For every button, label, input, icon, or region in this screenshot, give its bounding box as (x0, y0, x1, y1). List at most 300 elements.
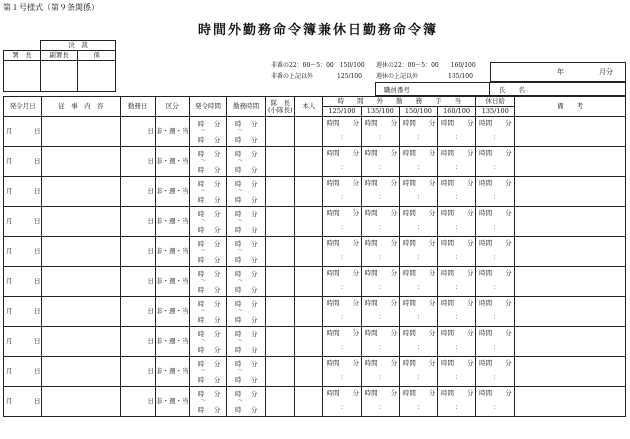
allowance-time-label: 時間 分 (402, 389, 436, 397)
order-date-cell[interactable] (4, 327, 42, 357)
hour-label: 時 (197, 196, 205, 204)
hour-label: 時 (235, 300, 242, 308)
holiday-cell[interactable] (476, 387, 515, 417)
tilde-mark: 〜 (238, 218, 244, 224)
order-date-cell[interactable] (4, 357, 42, 387)
day-label: 日 (34, 277, 41, 285)
allowance-cell-160[interactable] (437, 357, 475, 387)
work-time-cell[interactable] (227, 357, 266, 387)
approval-header: 決 裁 (40, 41, 115, 51)
colon-mark: ： (340, 283, 347, 291)
allowance-cell-135[interactable] (361, 297, 399, 327)
content-cell[interactable] (42, 387, 120, 417)
chief-seal-cell[interactable] (266, 387, 295, 417)
allowance-cell-135[interactable] (361, 357, 399, 387)
order-time-cell[interactable] (189, 387, 226, 417)
order-date-cell[interactable] (4, 207, 42, 237)
table-row (4, 387, 626, 417)
chief-seal-cell[interactable] (266, 177, 295, 207)
allowance-cell-135[interactable] (361, 237, 399, 267)
table-row (4, 267, 626, 297)
content-cell[interactable] (42, 207, 120, 237)
day-label: 日 (147, 397, 155, 405)
division-options: 非・週・当 (156, 307, 189, 316)
work-time-cell[interactable] (227, 267, 266, 297)
colon-mark: ： (378, 283, 386, 291)
hour-label: 時 (197, 256, 205, 264)
allowance-cell-150[interactable] (399, 147, 437, 177)
day-label: 日 (147, 277, 155, 285)
content-cell[interactable] (42, 267, 120, 297)
rate-line-2b: 週休の上記以外 135/100 (376, 73, 473, 80)
division-cell[interactable] (155, 177, 189, 207)
staff-name-box[interactable] (489, 82, 626, 96)
allowance-cell-135[interactable] (361, 177, 399, 207)
division-options: 非・週・当 (156, 247, 189, 256)
colon-mark: ： (340, 253, 347, 261)
colon-mark: ： (340, 313, 347, 321)
chief-seal-cell[interactable] (266, 357, 295, 387)
chief-seal-cell[interactable] (266, 297, 295, 327)
content-cell[interactable] (42, 177, 120, 207)
day-label: 日 (147, 337, 155, 345)
allowance-cell-135[interactable] (361, 117, 399, 147)
minute-label: 分 (251, 360, 258, 368)
colon-mark: ： (378, 343, 386, 351)
allowance-time-label: 時間 分 (479, 179, 512, 187)
rate-label: 160/100 (437, 107, 475, 117)
colon-mark: ： (378, 133, 386, 141)
self-seal-cell[interactable] (295, 237, 323, 267)
work-time-cell[interactable] (227, 387, 266, 417)
record-table (3, 96, 626, 417)
stamp-cell[interactable] (40, 61, 78, 92)
tilde-mark: 〜 (238, 308, 244, 314)
allowance-time-label: 時間 分 (440, 149, 474, 157)
colon-mark: ： (416, 403, 424, 411)
allowance-cell-125[interactable] (323, 147, 361, 177)
division-cell[interactable] (155, 117, 189, 147)
minute-label: 分 (213, 226, 221, 234)
self-seal-cell[interactable] (295, 327, 323, 357)
minute-label: 分 (251, 180, 258, 188)
allowance-time-label: 時間 分 (440, 179, 474, 187)
staff-id-label: 職員番号 (384, 86, 410, 94)
chief-seal-cell[interactable] (266, 237, 295, 267)
work-date-cell[interactable] (120, 147, 155, 177)
minute-label: 分 (251, 270, 258, 278)
order-date-cell[interactable] (4, 237, 42, 267)
table-row (4, 177, 626, 207)
self-seal-cell[interactable] (295, 297, 323, 327)
holiday-cell[interactable] (476, 267, 515, 297)
minute-label: 分 (213, 330, 221, 338)
allowance-cell-125[interactable] (323, 357, 361, 387)
holiday-cell[interactable] (476, 207, 515, 237)
allowance-time-label: 時間 分 (364, 119, 398, 127)
division-cell[interactable] (155, 327, 189, 357)
allowance-cell-150[interactable] (399, 207, 437, 237)
hour-label: 時 (197, 180, 205, 188)
division-options: 非・週・当 (156, 187, 189, 196)
work-date-cell[interactable] (120, 177, 155, 207)
work-date-cell[interactable] (120, 207, 155, 237)
tilde-mark: 〜 (200, 338, 206, 344)
self-seal-cell[interactable] (295, 357, 323, 387)
holiday-cell[interactable] (476, 177, 515, 207)
allowance-cell-135[interactable] (361, 207, 399, 237)
allowance-cell-160[interactable] (437, 297, 475, 327)
content-cell[interactable] (42, 147, 120, 177)
allowance-cell-160[interactable] (437, 117, 475, 147)
hour-label: 時 (197, 376, 205, 384)
allowance-time-label: 時間 分 (479, 239, 512, 247)
colon-mark: ： (493, 373, 500, 381)
hour-label: 時 (197, 150, 205, 158)
colon-mark: ： (493, 283, 500, 291)
minute-label: 分 (213, 270, 221, 278)
remarks-cell[interactable] (515, 297, 626, 327)
allowance-time-label: 時間 分 (326, 299, 359, 307)
content-cell[interactable] (42, 357, 120, 387)
self-seal-cell[interactable] (295, 387, 323, 417)
colon-mark: ： (340, 373, 347, 381)
hour-label: 時 (235, 316, 242, 324)
table-row (4, 297, 626, 327)
work-time-cell[interactable] (227, 147, 266, 177)
order-time-cell[interactable] (189, 117, 226, 147)
colon-mark: ： (493, 253, 500, 261)
order-time-cell[interactable] (189, 177, 226, 207)
colon-mark: ： (454, 163, 462, 171)
tilde-mark: 〜 (200, 158, 206, 164)
allowance-time-label: 時間 分 (326, 329, 359, 337)
hour-label: 時 (235, 196, 242, 204)
allowance-cell-150[interactable] (399, 177, 437, 207)
allowance-time-label: 時間 分 (402, 329, 436, 337)
allowance-time-label: 時間 分 (402, 119, 436, 127)
month-label: 月 (6, 337, 13, 345)
self-seal-cell[interactable] (295, 267, 323, 297)
self-seal-cell[interactable] (295, 147, 323, 177)
order-date-cell[interactable] (4, 147, 42, 177)
allowance-time-label: 時間 分 (364, 359, 398, 367)
tilde-mark: 〜 (200, 188, 206, 194)
allowance-cell-160[interactable] (437, 177, 475, 207)
allowance-time-label: 時間 分 (440, 359, 474, 367)
year-label: 年 (557, 68, 564, 76)
month-label: 月 (6, 397, 13, 405)
allowance-time-label: 時間 分 (326, 149, 359, 157)
allowance-cell-150[interactable] (399, 237, 437, 267)
tilde-mark: 〜 (238, 398, 244, 404)
allowance-time-label: 時間 分 (479, 329, 512, 337)
allowance-time-label: 時間 分 (440, 209, 474, 217)
allowance-time-label: 時間 分 (326, 119, 359, 127)
allowance-cell-160[interactable] (437, 387, 475, 417)
hour-label: 時 (235, 330, 242, 338)
allowance-cell-125[interactable] (323, 117, 361, 147)
work-time-cell[interactable] (227, 207, 266, 237)
allowance-cell-125[interactable] (323, 207, 361, 237)
order-date-cell[interactable] (4, 117, 42, 147)
remarks-cell[interactable] (515, 327, 626, 357)
remarks-cell[interactable] (515, 267, 626, 297)
self-seal-cell[interactable] (295, 207, 323, 237)
hour-label: 時 (197, 300, 205, 308)
colon-mark: ： (378, 193, 386, 201)
day-label: 日 (147, 367, 155, 375)
content-cell[interactable] (42, 297, 120, 327)
allowance-time-label: 時間 分 (326, 179, 359, 187)
hour-label: 時 (197, 120, 205, 128)
allowance-time-label: 時間 分 (364, 329, 398, 337)
rate-line-1b: 週休の22：00～5：00 160/100 (376, 62, 476, 69)
remarks-cell[interactable] (515, 117, 626, 147)
division-cell[interactable] (155, 267, 189, 297)
remarks-cell[interactable] (515, 177, 626, 207)
minute-label: 分 (213, 166, 221, 174)
content-cell[interactable] (42, 237, 120, 267)
allowance-time-label: 時間 分 (364, 299, 398, 307)
order-time-cell[interactable] (189, 297, 226, 327)
allowance-time-label: 時間 分 (364, 389, 398, 397)
chief-seal-cell[interactable] (266, 267, 295, 297)
allowance-cell-160[interactable] (437, 207, 475, 237)
allowance-cell-135[interactable] (361, 327, 399, 357)
minute-label: 分 (213, 150, 221, 158)
work-time-cell[interactable] (227, 117, 266, 147)
colon-mark: ： (493, 343, 500, 351)
col-self: 本人 (295, 97, 323, 117)
allowance-cell-160[interactable] (437, 147, 475, 177)
allowance-time-label: 時間 分 (326, 269, 359, 277)
stamp-cell[interactable] (78, 61, 116, 92)
minute-label: 分 (251, 330, 258, 338)
colon-mark: ： (493, 193, 500, 201)
minute-label: 分 (251, 256, 258, 264)
colon-mark: ： (416, 253, 424, 261)
month-label: 月分 (599, 68, 613, 76)
allowance-time-label: 時間 分 (402, 359, 436, 367)
stamp-cell[interactable] (4, 61, 41, 92)
colon-mark: ： (378, 373, 386, 381)
order-time-cell[interactable] (189, 267, 226, 297)
order-date-cell[interactable] (4, 297, 42, 327)
tilde-mark: 〜 (238, 158, 244, 164)
col-chief (266, 97, 295, 117)
allowance-cell-150[interactable] (399, 357, 437, 387)
allowance-time-label: 時間 分 (479, 209, 512, 217)
holiday-cell[interactable] (476, 237, 515, 267)
col-allowance-header: 時 間 外 勤 務 手 当 (323, 97, 476, 107)
hour-label: 時 (235, 150, 242, 158)
hour-label: 時 (235, 240, 242, 248)
allowance-cell-125[interactable] (323, 267, 361, 297)
allowance-cell-135[interactable] (361, 147, 399, 177)
allowance-time-label: 時間 分 (440, 389, 474, 397)
order-time-cell[interactable] (189, 357, 226, 387)
day-label: 日 (34, 337, 41, 345)
chief-seal-cell[interactable] (266, 327, 295, 357)
work-date-cell[interactable] (120, 117, 155, 147)
hour-label: 時 (197, 390, 205, 398)
rate-line-2: 非番の上記以外 125/100 (271, 73, 362, 80)
chief-seal-cell[interactable] (266, 207, 295, 237)
tilde-mark: 〜 (238, 278, 244, 284)
chief-seal-cell[interactable] (266, 147, 295, 177)
colon-mark: ： (493, 313, 500, 321)
day-label: 日 (34, 217, 41, 225)
allowance-cell-160[interactable] (437, 237, 475, 267)
col-remarks: 備 考 (515, 97, 626, 117)
minute-label: 分 (251, 390, 258, 398)
tilde-mark: 〜 (200, 398, 206, 404)
allowance-cell-135[interactable] (361, 387, 399, 417)
colon-mark: ： (378, 403, 386, 411)
division-cell[interactable] (155, 297, 189, 327)
table-row (4, 207, 626, 237)
remarks-cell[interactable] (515, 237, 626, 267)
remarks-cell[interactable] (515, 387, 626, 417)
table-row (4, 147, 626, 177)
hour-label: 時 (235, 346, 242, 354)
colon-mark: ： (416, 163, 424, 171)
hour-label: 時 (197, 240, 205, 248)
month-label: 月 (6, 247, 13, 255)
holiday-cell[interactable] (476, 327, 515, 357)
staff-id-box[interactable] (375, 82, 490, 96)
order-time-cell[interactable] (189, 327, 226, 357)
allowance-cell-125[interactable] (323, 327, 361, 357)
minute-label: 分 (213, 360, 221, 368)
work-date-cell[interactable] (120, 237, 155, 267)
colon-mark: ： (340, 223, 347, 231)
month-label: 月 (6, 217, 13, 225)
month-label: 月 (6, 307, 13, 315)
allowance-time-label: 時間 分 (326, 239, 359, 247)
allowance-time-label: 時間 分 (364, 149, 398, 157)
work-date-cell[interactable] (120, 297, 155, 327)
allowance-cell-125[interactable] (323, 387, 361, 417)
minute-label: 分 (213, 136, 221, 144)
allowance-cell-125[interactable] (323, 177, 361, 207)
minute-label: 分 (251, 240, 258, 248)
minute-label: 分 (213, 376, 221, 384)
order-time-cell[interactable] (189, 207, 226, 237)
allowance-time-label: 時間 分 (479, 119, 512, 127)
colon-mark: ： (340, 133, 347, 141)
division-cell[interactable] (155, 207, 189, 237)
allowance-time-label: 時間 分 (402, 179, 436, 187)
allowance-time-label: 時間 分 (326, 209, 359, 217)
rate-label: 135/100 (476, 107, 515, 117)
table-row (4, 327, 626, 357)
self-seal-cell[interactable] (295, 117, 323, 147)
allowance-cell-150[interactable] (399, 387, 437, 417)
allowance-time-label: 時間 分 (364, 179, 398, 187)
work-date-cell[interactable] (120, 357, 155, 387)
order-date-cell[interactable] (4, 177, 42, 207)
holiday-cell[interactable] (476, 357, 515, 387)
minute-label: 分 (213, 346, 221, 354)
allowance-cell-160[interactable] (437, 267, 475, 297)
allowance-cell-150[interactable] (399, 297, 437, 327)
allowance-cell-160[interactable] (437, 327, 475, 357)
colon-mark: ： (416, 283, 424, 291)
remarks-cell[interactable] (515, 147, 626, 177)
allowance-cell-135[interactable] (361, 267, 399, 297)
hour-label: 時 (235, 180, 242, 188)
day-label: 日 (34, 307, 41, 315)
minute-label: 分 (251, 286, 258, 294)
tilde-mark: 〜 (200, 368, 206, 374)
holiday-cell[interactable] (476, 147, 515, 177)
work-time-cell[interactable] (227, 327, 266, 357)
work-date-cell[interactable] (120, 267, 155, 297)
allowance-cell-150[interactable] (399, 267, 437, 297)
colon-mark: ： (454, 283, 462, 291)
allowance-cell-150[interactable] (399, 117, 437, 147)
hour-label: 時 (197, 346, 205, 354)
colon-mark: ： (493, 223, 500, 231)
tilde-mark: 〜 (200, 278, 206, 284)
allowance-time-label: 時間 分 (326, 359, 359, 367)
allowance-cell-150[interactable] (399, 327, 437, 357)
division-cell[interactable] (155, 147, 189, 177)
work-time-cell[interactable] (227, 177, 266, 207)
colon-mark: ： (454, 373, 462, 381)
colon-mark: ： (416, 313, 424, 321)
order-date-cell[interactable] (4, 267, 42, 297)
minute-label: 分 (213, 180, 221, 188)
division-cell[interactable] (155, 237, 189, 267)
day-label: 日 (147, 247, 155, 255)
division-cell[interactable] (155, 357, 189, 387)
remarks-cell[interactable] (515, 357, 626, 387)
holiday-cell[interactable] (476, 117, 515, 147)
work-date-cell[interactable] (120, 387, 155, 417)
allowance-cell-125[interactable] (323, 237, 361, 267)
order-time-cell[interactable] (189, 237, 226, 267)
hour-label: 時 (235, 360, 242, 368)
holiday-cell[interactable] (476, 297, 515, 327)
work-time-cell[interactable] (227, 297, 266, 327)
allowance-cell-125[interactable] (323, 297, 361, 327)
remarks-cell[interactable] (515, 207, 626, 237)
colon-mark: ： (454, 313, 462, 321)
year-month-box[interactable] (490, 62, 626, 82)
content-cell[interactable] (42, 117, 120, 147)
colon-mark: ： (454, 343, 462, 351)
minute-label: 分 (251, 136, 258, 144)
self-seal-cell[interactable] (295, 177, 323, 207)
hour-label: 時 (197, 136, 205, 144)
hour-label: 時 (197, 270, 205, 278)
division-cell[interactable] (155, 387, 189, 417)
minute-label: 分 (213, 196, 221, 204)
content-cell[interactable] (42, 327, 120, 357)
day-label: 日 (34, 397, 41, 405)
work-time-cell[interactable] (227, 237, 266, 267)
day-label: 日 (147, 217, 155, 225)
chief-seal-cell[interactable] (266, 117, 295, 147)
approval-deputy: 副署長 (40, 51, 78, 61)
order-date-cell[interactable] (4, 387, 42, 417)
order-time-cell[interactable] (189, 147, 226, 177)
work-date-cell[interactable] (120, 327, 155, 357)
minute-label: 分 (213, 316, 221, 324)
